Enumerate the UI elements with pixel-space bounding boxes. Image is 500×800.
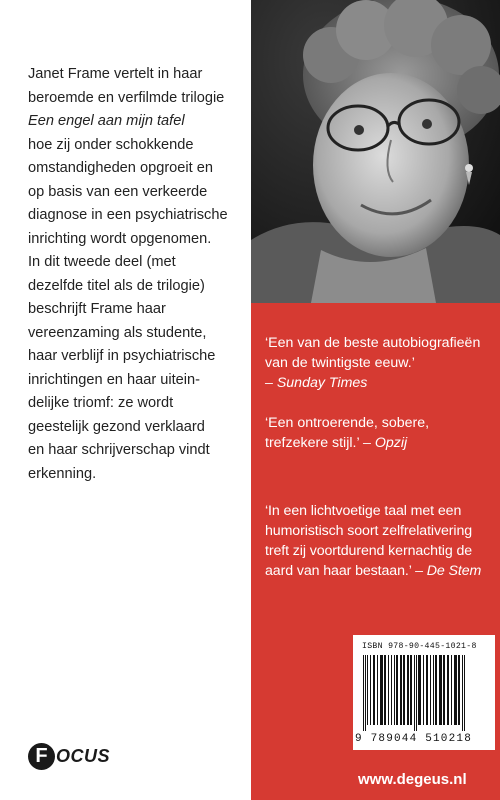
barcode-bar — [394, 655, 395, 725]
barcode-bar — [396, 655, 398, 725]
barcode-bar — [443, 655, 445, 725]
review-quote-de-stem — [265, 501, 497, 581]
barcode-bar — [414, 655, 415, 731]
blurb-line: In dit tweede deel (met — [28, 254, 176, 270]
barcode-bar — [462, 655, 463, 731]
blurb-line: Janet Frame vertelt in haar — [28, 66, 203, 82]
blurb-line: inrichtingen en haar uitein- — [28, 371, 200, 388]
barcode-bar — [388, 655, 389, 725]
barcode-bar — [430, 655, 431, 725]
barcode-bar — [377, 655, 378, 725]
barcode-bar — [363, 655, 364, 731]
barcode-bar — [400, 655, 402, 725]
blurb-line: geestelijk gezond verklaard — [28, 418, 205, 435]
quote-line: humoristisch soort zelfrelativering — [265, 523, 473, 539]
book-title-italic: Een engel aan mijn tafel — [28, 113, 185, 129]
isbn-barcode-box — [353, 635, 495, 750]
barcode-bar — [439, 655, 442, 725]
author-photo — [251, 0, 500, 303]
blurb-line: hoe zij onder schokkende — [28, 136, 194, 153]
barcode-bar — [426, 655, 428, 725]
quote-text: trefzekere stijl.’ — [265, 435, 364, 451]
blurb-line: vereenzaming als studente, — [28, 324, 207, 341]
barcode-bar — [365, 655, 366, 731]
quote-line: ‘Een ontroerende, sobere, — [265, 415, 430, 431]
barcode-bar — [435, 655, 437, 725]
barcode-bar — [464, 655, 465, 731]
barcode-bar — [423, 655, 424, 725]
barcode-bar — [370, 655, 371, 725]
blurb-line: inrichting wordt opgenomen. — [28, 230, 212, 247]
barcode-bar — [367, 655, 368, 725]
barcode-bar — [407, 655, 409, 725]
barcode-bar — [403, 655, 405, 725]
blurb-line: en haar schrijverschap vindt — [28, 442, 210, 458]
isbn-digits: 9 789044 510218 — [355, 733, 473, 745]
barcode-bar — [454, 655, 457, 725]
barcode-bar — [458, 655, 460, 725]
barcode-bar — [410, 655, 412, 725]
focus-logo-text: OCUS — [56, 745, 111, 766]
barcode-bar — [384, 655, 386, 725]
blurb-line: dezelfde titel als de trilogie) — [28, 277, 205, 294]
blurb-text — [28, 63, 243, 486]
barcode-bar — [373, 655, 375, 725]
quote-source: – Opzij — [363, 435, 408, 451]
barcode-bar — [447, 655, 449, 725]
quote-line-with-source — [265, 561, 497, 581]
focus-logo-circle: F — [28, 743, 55, 770]
quote-source: – De Stem — [415, 563, 482, 579]
author-portrait-image — [251, 0, 500, 303]
barcode-bar — [391, 655, 392, 725]
quote-line: treft zij voortdurend kernachtig de — [265, 543, 473, 559]
quote-line: ‘In een lichtvoetige taal met een — [265, 503, 462, 519]
blurb-line: delijke triomf: ze wordt — [28, 395, 174, 411]
quote-line: ‘Een van de beste autobiografieën — [265, 335, 481, 351]
blurb-line: beschrijft Frame haar — [28, 301, 166, 317]
focus-publisher-logo — [28, 742, 110, 770]
barcode-bar — [418, 655, 421, 725]
barcode-bar — [380, 655, 383, 725]
isbn-label: ISBN 978-90-445-1021-8 — [362, 642, 477, 651]
blurb-line: diagnose in een psychiatrische — [28, 207, 228, 223]
quote-line: van de twintigste eeuw.’ — [265, 355, 415, 371]
blurb-line: op basis van een verkeerde — [28, 183, 208, 200]
blurb-line: erkenning. — [28, 465, 97, 482]
quote-source: – Sunday Times — [265, 375, 368, 391]
barcode-bar — [451, 655, 452, 725]
blurb-line: beroemde en verfilmde trilogie — [28, 89, 225, 106]
publisher-website[interactable]: www.degeus.nl — [358, 771, 467, 788]
barcode-icon — [361, 655, 487, 731]
review-quote-opzij — [265, 413, 497, 453]
review-quote-sunday-times — [265, 333, 497, 393]
quote-text: aard van haar bestaan.’ — [265, 563, 416, 579]
blurb-line: omstandigheden opgroeit en — [28, 160, 213, 176]
quote-line-with-source — [265, 433, 497, 453]
blurb-line: haar verblijf in psychiatrische — [28, 348, 216, 364]
barcode-bar — [416, 655, 417, 731]
barcode-bar — [433, 655, 434, 725]
